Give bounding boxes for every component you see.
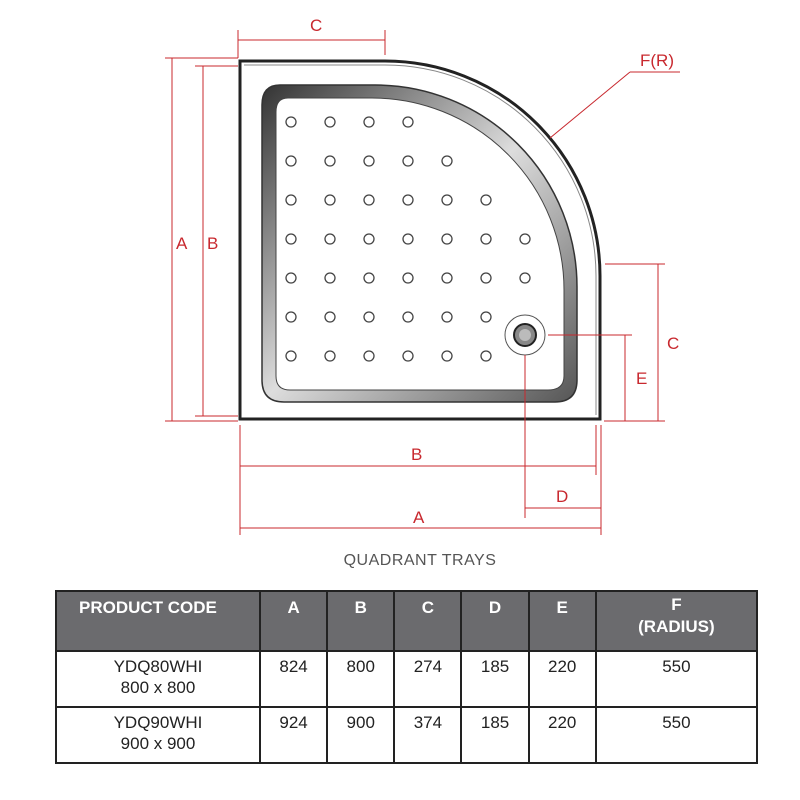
product-code: YDQ80WHI bbox=[113, 657, 203, 676]
drainage-dot bbox=[325, 273, 335, 283]
drainage-dot bbox=[364, 195, 374, 205]
drainage-dot bbox=[364, 351, 374, 361]
drainage-dot bbox=[481, 273, 491, 283]
cell-e: 220 bbox=[529, 651, 596, 707]
cell-d: 185 bbox=[461, 707, 528, 763]
drainage-dot bbox=[364, 312, 374, 322]
drainage-dot bbox=[325, 195, 335, 205]
table-row bbox=[56, 651, 757, 707]
dim-label-c-right: C bbox=[667, 334, 680, 353]
dim-label-b-bottom: B bbox=[411, 445, 423, 464]
drainage-dot bbox=[403, 351, 413, 361]
cell-a: 824 bbox=[260, 651, 327, 707]
drainage-dot bbox=[325, 117, 335, 127]
dim-label-a-left: A bbox=[176, 234, 188, 253]
drainage-dot bbox=[364, 234, 374, 244]
dim-label-f-radius: F(R) bbox=[640, 51, 674, 70]
drainage-dot bbox=[481, 351, 491, 361]
drainage-dot bbox=[403, 195, 413, 205]
header-e: E bbox=[529, 591, 596, 651]
header-b: B bbox=[327, 591, 394, 651]
cell-f: 550 bbox=[596, 707, 757, 763]
drainage-dot bbox=[481, 312, 491, 322]
header-a: A bbox=[260, 591, 327, 651]
cell-c: 274 bbox=[394, 651, 461, 707]
drainage-dot bbox=[403, 273, 413, 283]
product-cell bbox=[56, 707, 260, 763]
drainage-dot bbox=[442, 156, 452, 166]
cell-e: 220 bbox=[529, 707, 596, 763]
drainage-dot bbox=[481, 195, 491, 205]
dim-label-e: E bbox=[636, 369, 648, 388]
header-c: C bbox=[394, 591, 461, 651]
drainage-dot bbox=[286, 156, 296, 166]
dim-label-b-left: B bbox=[207, 234, 219, 253]
table-row bbox=[56, 707, 757, 763]
cell-d: 185 bbox=[461, 651, 528, 707]
cell-a: 924 bbox=[260, 707, 327, 763]
drainage-dot bbox=[442, 273, 452, 283]
drainage-dot bbox=[442, 351, 452, 361]
drainage-dot bbox=[325, 234, 335, 244]
drainage-dot bbox=[364, 273, 374, 283]
product-code: YDQ90WHI bbox=[113, 713, 203, 732]
drainage-dot bbox=[403, 234, 413, 244]
product-size: 900 x 900 bbox=[120, 734, 196, 753]
dim-label-a-bottom: A bbox=[413, 508, 425, 527]
header-f-radius: F (RADIUS) bbox=[596, 591, 757, 651]
drainage-dot bbox=[286, 351, 296, 361]
drainage-dot bbox=[442, 312, 452, 322]
drainage-dot bbox=[520, 234, 530, 244]
cell-b: 900 bbox=[327, 707, 394, 763]
drainage-dot bbox=[403, 312, 413, 322]
drainage-dot bbox=[481, 234, 491, 244]
header-product-code: PRODUCT CODE bbox=[56, 591, 260, 651]
drainage-dot bbox=[442, 195, 452, 205]
drain-icon bbox=[505, 315, 545, 355]
drainage-dot bbox=[286, 273, 296, 283]
drainage-dot bbox=[325, 351, 335, 361]
drainage-dot bbox=[364, 117, 374, 127]
table-header-row bbox=[56, 591, 757, 651]
header-d: D bbox=[461, 591, 528, 651]
drainage-dot bbox=[325, 156, 335, 166]
cell-f: 550 bbox=[596, 651, 757, 707]
drainage-dot bbox=[364, 156, 374, 166]
dim-label-c-top: C bbox=[310, 16, 323, 35]
drainage-dot bbox=[286, 312, 296, 322]
cell-c: 374 bbox=[394, 707, 461, 763]
cell-b: 800 bbox=[327, 651, 394, 707]
drainage-dot bbox=[403, 156, 413, 166]
drainage-dot bbox=[520, 273, 530, 283]
drainage-dot bbox=[403, 117, 413, 127]
drainage-dot bbox=[442, 234, 452, 244]
product-cell bbox=[56, 651, 260, 707]
diagram-title: QUADRANT TRAYS bbox=[343, 552, 497, 569]
dimensions-table bbox=[55, 590, 758, 764]
drainage-dot bbox=[325, 312, 335, 322]
drainage-dot bbox=[286, 117, 296, 127]
product-size: 800 x 800 bbox=[120, 678, 196, 697]
drainage-dot bbox=[286, 195, 296, 205]
dim-label-d: D bbox=[556, 487, 569, 506]
drainage-dot bbox=[286, 234, 296, 244]
